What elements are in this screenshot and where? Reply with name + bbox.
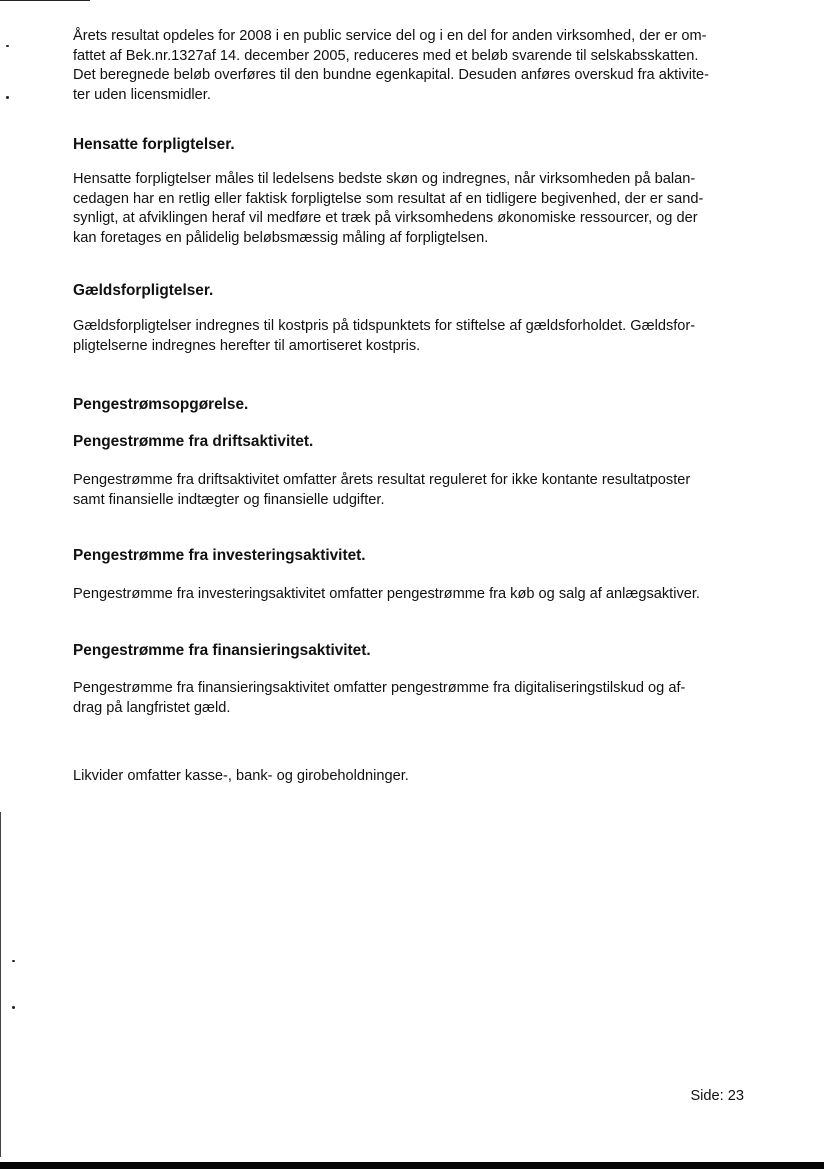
scan-speck bbox=[6, 45, 9, 47]
page-number: Side: 23 bbox=[690, 1088, 744, 1104]
scan-speck bbox=[6, 96, 9, 99]
liquidity-paragraph: Likvider omfatter kasse-, bank- og girobeholdninger. bbox=[73, 768, 409, 784]
scan-bottom-border bbox=[0, 1162, 824, 1169]
scan-speck bbox=[12, 1006, 15, 1009]
financing-paragraph: Pengestrømme fra finansieringsaktivitet omfatter pengestrømme fra digitaliseringstilskud og af- drag på langfristet gæld. bbox=[73, 680, 686, 716]
investing-heading: Pengestrømme fra investeringsaktivitet. bbox=[73, 547, 366, 564]
provisions-paragraph: Hensatte forpligtelser måles til ledelsens bedste skøn og indregnes, når virksomheden på balan- cedagen har en retlig eller faktisk forpligtelse som resultat af en tidligere begivenhed, der er sand- synligt, at afviklingen heraf vil medføre et træk på virksomhedens økonomiske ressourcer, og der kan foretages en pålidelig beløbsmæssig måling af forpligtelsen. bbox=[73, 171, 704, 246]
operating-heading: Pengestrømme fra driftsaktivitet. bbox=[73, 433, 314, 450]
liabilities-paragraph: Gældsforpligtelser indregnes til kostpris på tidspunktets for stiftelse af gældsforholdet. Gældsfor- pligtelserne indregnes herefter til amortiseret kostpris. bbox=[73, 318, 696, 354]
liabilities-heading: Gældsforpligtelser. bbox=[73, 282, 214, 299]
provisions-heading: Hensatte forpligtelser. bbox=[73, 136, 235, 153]
cashflow-heading: Pengestrømsopgørelse. bbox=[73, 396, 249, 413]
scan-top-border bbox=[0, 0, 90, 1]
scan-left-border bbox=[0, 812, 1, 1157]
results-paragraph: Årets resultat opdeles for 2008 i en public service del og i en del for anden virksomhed, der er om- fattet af Bek.nr.1327af 14. december 2005, reduceres med et beløb svarende til selskabsskatten. Det beregnede beløb overføres til den bundne egenkapital. Desuden anføres overskud fra aktivite- ter uden licensmidler. bbox=[73, 28, 710, 103]
operating-paragraph: Pengestrømme fra driftsaktivitet omfatter årets resultat reguleret for ikke kontante resultatposter samt finansielle indtægter og finansielle udgifter. bbox=[73, 472, 691, 508]
investing-paragraph: Pengestrømme fra investeringsaktivitet omfatter pengestrømme fra køb og salg af anlægsaktiver. bbox=[73, 586, 700, 602]
scan-speck bbox=[12, 960, 15, 962]
financing-heading: Pengestrømme fra finansieringsaktivitet. bbox=[73, 642, 371, 659]
